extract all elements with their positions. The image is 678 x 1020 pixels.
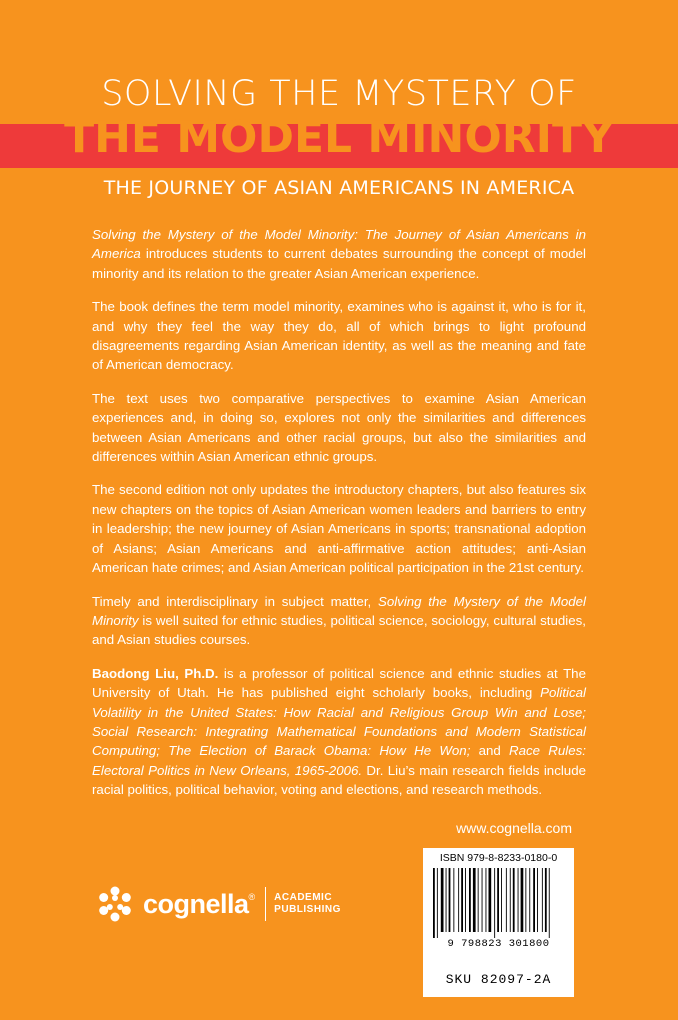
cognella-flower-icon: [93, 882, 137, 926]
barcode-bar: [437, 868, 438, 938]
registered-mark: ®: [248, 892, 256, 902]
paragraph-5-text-a: Timely and interdisciplinary in subject matter,: [92, 593, 378, 609]
paragraph-4: The second edition not only updates the introductory chapters, but also features six new chapters on the topics of Asian American women leaders and barriers to entry in leadership; the new journey of Asian Americans in sports; transnational adoption of Asians; Asian Americans and anti-affirmative action attitudes; anti-Asian American hate crimes; and Asian American political participation in the 21st century.: [92, 482, 586, 576]
barcode-bar: [458, 868, 459, 932]
isbn-text: ISBN 979-8-8233-0180-0: [439, 852, 558, 864]
barcode-graphic: [431, 868, 566, 938]
barcode-bar: [533, 868, 535, 932]
barcode-bar: [513, 868, 515, 932]
subtitle: THE JOURNEY OF ASIAN AMERICANS IN AMERICA: [103, 177, 575, 199]
barcode-bar: [461, 868, 463, 932]
paragraph-2: The book defines the term model minority, examines who is against it, who is for it, and why they feel the way they do, all of which brings to light profound disagreements regarding Asian American identity, as well as the meaning and fate of American democracy.: [92, 299, 586, 373]
paragraph-1-text: introduces students to current debates surrounding the concept of model minority and its relation to the greater Asian American experience.: [92, 246, 586, 281]
logo-academic: ACADEMIC: [274, 892, 333, 903]
barcode-bar: [545, 868, 547, 932]
barcode-bar: [549, 868, 550, 938]
barcode-bar: [478, 868, 479, 932]
barcode-label: [423, 848, 574, 997]
barcode-bar: [518, 868, 519, 932]
bio-text-b: and: [470, 743, 510, 759]
paragraph-5: [92, 592, 586, 650]
barcode-bar: [469, 868, 471, 932]
barcode-bar: [482, 868, 483, 932]
logo-wordmark: cognella: [143, 888, 249, 919]
barcode-bar: [446, 868, 447, 932]
barcode-bar: [525, 868, 526, 932]
bio-italic-1: Political Volatility in the United States: How Racial and Religious Group Win and Lose; Social Research: Integrating Mathematical Foundations and Modern Statistical Computing; The Election of Barack Obama: How He Won;: [92, 685, 586, 759]
barcode-bar: [433, 868, 435, 938]
title-line-1: SOLVING THE MYSTERY OF: [101, 74, 577, 114]
logo-publishing: PUBLISHING: [274, 904, 341, 915]
barcode-bar: [489, 868, 492, 932]
barcode-bar: [494, 868, 495, 938]
paragraph-5-text-b: is well suited for ethnic studies, political science, sociology, cultural studies, and Asian studies courses.: [92, 612, 586, 648]
barcode-bar: [537, 868, 538, 932]
book-title-italic: Solving the Mystery of the Model Minority: The Journey of Asian Americans in America: [92, 227, 586, 262]
bio-text-c: Dr. Liu’s main research fields include racial politics, political behavior, voting and elections, and research methods.: [92, 762, 586, 798]
bio-italic-2: Race Rules: Electoral Politics in New Orleans, 1965-2006.: [92, 743, 586, 778]
publisher-logo: [93, 880, 341, 928]
title-line-2: THE MODEL MINORITY: [64, 112, 614, 163]
author-bio: [92, 664, 586, 800]
barcode-bar: [465, 868, 466, 932]
paragraph-5-italic: Solving the Mystery of the Model Minority: [92, 593, 586, 628]
barcode-bar: [542, 868, 543, 932]
paragraph-1: [92, 225, 586, 283]
barcode-bar: [453, 868, 454, 932]
barcode-bar: [449, 868, 451, 932]
barcode-bar: [521, 868, 524, 932]
barcode-bar: [510, 868, 511, 932]
logo-divider: [265, 887, 266, 921]
bio-text-a: is a professor of political science and ethnic studies at The University of Utah. He has published eight scholarly books, including: [92, 665, 586, 701]
author-name: Baodong Liu, Ph.D.: [92, 665, 219, 681]
description: [92, 225, 586, 814]
barcode-bar: [486, 868, 487, 932]
barcode-bar: [501, 868, 502, 932]
logo-tagline: [274, 892, 341, 916]
barcode-bar: [473, 868, 476, 932]
paragraph-3: The text uses two comparative perspectives to examine Asian American experiences and, in doing so, explores not only the similarities and differences between Asian Americans and other racial groups, but also the similarities and differences within Asian American ethnic groups.: [92, 390, 586, 465]
barcode-bar: [497, 868, 499, 932]
barcode-bar: [506, 868, 507, 932]
barcode-bar: [441, 868, 444, 932]
barcode-bar: [529, 868, 530, 932]
website-link[interactable]: www.cognella.com: [456, 820, 572, 836]
sku-text: SKU 82097-2A: [445, 972, 552, 987]
barcode-digits: 9 798823 301800: [447, 938, 550, 950]
